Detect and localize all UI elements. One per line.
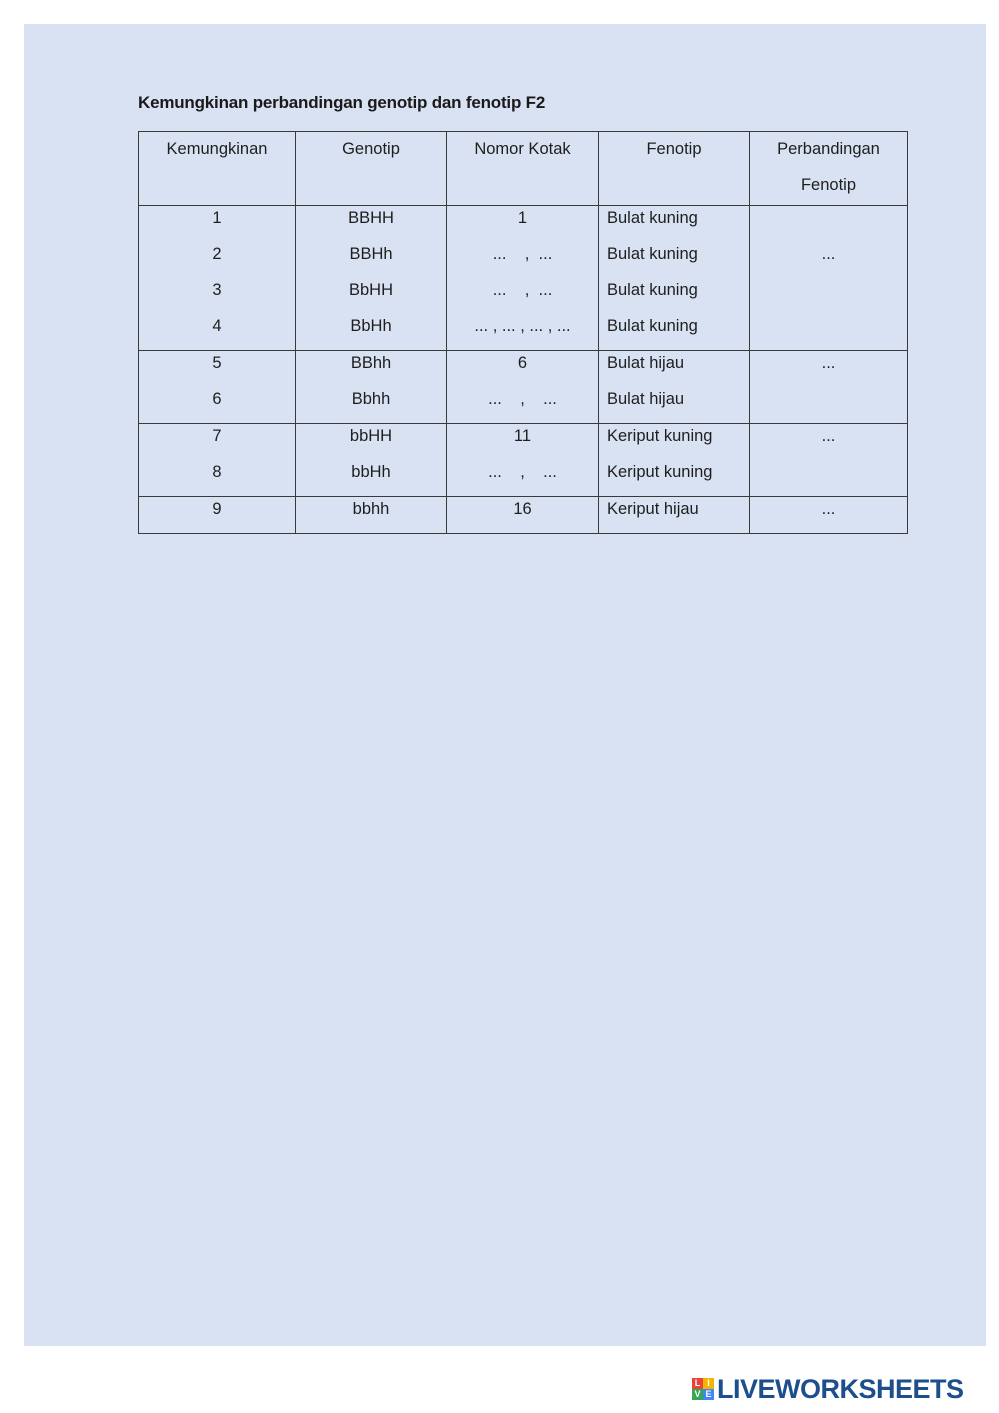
cell-genotip-column <box>296 497 447 534</box>
header-kemungkinan: Kemungkinan <box>139 132 296 206</box>
table-row <box>139 424 908 497</box>
logo-mark-icon <box>692 1378 714 1400</box>
cell-perbandingan-fenotip: ... <box>821 245 836 263</box>
liveworksheets-logo <box>692 1374 964 1404</box>
logo-mark-tile: L <box>692 1378 703 1389</box>
header-perbandingan-fenotip: Perbandingan Fenotip <box>750 132 908 206</box>
cell-kemungkinan: 7 <box>212 427 222 445</box>
cell-nomor-kotak-column <box>447 497 599 534</box>
cell-nomor-kotak: 1 <box>517 209 528 227</box>
cell-kemungkinan-column <box>139 206 296 351</box>
cell-kemungkinan-column <box>139 497 296 534</box>
table-group <box>139 206 908 351</box>
cell-fenotip: Keriput kuning <box>607 427 713 445</box>
cell-nomor-kotak: 16 <box>513 500 532 518</box>
cell-perbandingan-fenotip: ... <box>821 500 836 518</box>
cell-genotip: bbhh <box>352 500 390 518</box>
cell-fenotip: Bulat hijau <box>607 390 685 408</box>
cell-genotip-column <box>296 351 447 424</box>
table-group <box>139 497 908 534</box>
cell-perbandingan-column <box>750 206 908 351</box>
cell-genotip: BBhh <box>350 354 392 372</box>
cell-genotip: BBHH <box>348 209 394 227</box>
cell-kemungkinan: 3 <box>212 281 222 299</box>
cell-kemungkinan-column <box>139 351 296 424</box>
cell-genotip: BBHh <box>349 245 393 263</box>
cell-perbandingan-column <box>750 497 908 534</box>
cell-genotip: bbHH <box>349 427 393 445</box>
cell-genotip: BbHH <box>348 281 393 299</box>
table-header-row <box>139 132 908 206</box>
table-row <box>139 497 908 534</box>
table-group <box>139 424 908 497</box>
cell-nomor-kotak: 11 <box>513 427 532 445</box>
cell-fenotip: Bulat kuning <box>607 245 698 263</box>
cell-fenotip: Keriput kuning <box>607 463 713 481</box>
cell-kemungkinan: 1 <box>212 209 222 227</box>
cell-fenotip: Bulat kuning <box>607 209 698 227</box>
cell-fenotip: Bulat hijau <box>607 354 685 372</box>
cell-kemungkinan-column <box>139 424 296 497</box>
cell-nomor-kotak-column <box>447 424 599 497</box>
cell-genotip: BbHh <box>350 317 392 335</box>
cell-kemungkinan: 6 <box>212 390 222 408</box>
cell-genotip: Bbhh <box>351 390 391 408</box>
cell-genotip-column <box>296 424 447 497</box>
cell-kemungkinan: 2 <box>212 245 222 263</box>
header-fenotip: Fenotip <box>599 132 750 206</box>
cell-genotip: bbHh <box>351 463 391 481</box>
table-row <box>139 206 908 351</box>
cell-fenotip-column <box>599 424 750 497</box>
logo-mark-tile: I <box>703 1378 714 1389</box>
table-title: Kemungkinan perbandingan genotip dan fenotip F2 <box>138 93 546 112</box>
table-row <box>139 351 908 424</box>
cell-fenotip-column <box>599 497 750 534</box>
cell-perbandingan-fenotip: ... <box>821 427 836 445</box>
cell-nomor-kotak: ... , ... <box>492 281 553 299</box>
cell-fenotip: Bulat kuning <box>607 317 698 335</box>
cell-perbandingan-fenotip: ... <box>821 354 836 372</box>
cell-nomor-kotak-column <box>447 206 599 351</box>
header-genotip: Genotip <box>296 132 447 206</box>
cell-nomor-kotak: ... , ... , ... , ... <box>474 317 571 335</box>
cell-genotip-column <box>296 206 447 351</box>
logo-text: LIVEWORKSHEETS <box>717 1373 964 1404</box>
cell-fenotip: Keriput hijau <box>607 500 699 518</box>
cell-kemungkinan: 8 <box>212 463 222 481</box>
logo-mark-tile: V <box>692 1389 703 1400</box>
cell-fenotip-column <box>599 206 750 351</box>
cell-fenotip-column <box>599 351 750 424</box>
cell-kemungkinan: 5 <box>212 354 222 372</box>
cell-nomor-kotak: ... , ... <box>488 390 557 408</box>
cell-kemungkinan: 9 <box>212 500 222 518</box>
cell-nomor-kotak: ... , ... <box>488 463 557 481</box>
cell-nomor-kotak: ... , ... <box>492 245 553 263</box>
cell-kemungkinan: 4 <box>212 317 222 335</box>
cell-nomor-kotak: 6 <box>517 354 528 372</box>
header-nomor-kotak: Nomor Kotak <box>447 132 599 206</box>
table-group <box>139 351 908 424</box>
logo-mark-tile: E <box>703 1389 714 1400</box>
cell-perbandingan-column <box>750 424 908 497</box>
cell-perbandingan-column <box>750 351 908 424</box>
cell-fenotip: Bulat kuning <box>607 281 698 299</box>
genotype-phenotype-table <box>138 131 908 534</box>
cell-nomor-kotak-column <box>447 351 599 424</box>
